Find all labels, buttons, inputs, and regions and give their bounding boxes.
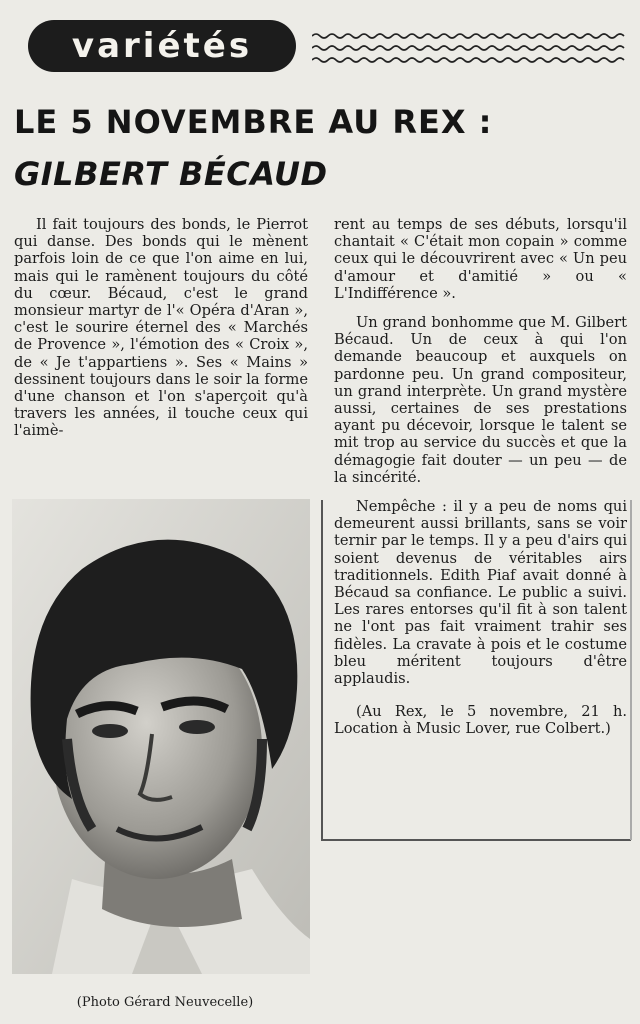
portrait-image <box>12 499 310 974</box>
article-column-right <box>334 216 627 738</box>
article-paragraph-1: Il fait toujours des bonds, le Pierrot qui danse. Des bonds qui le mènent parfois loin de ce que l'on aime en lui, mais qui le ramènent toujours du côté du cœur. Bécaud, c'est le grand monsieur martyr de l'« Opéra d'Aran », c'est le sourire éternel des « Marchés de Provence », l'émotion des « Croix », de « Je t'appartiens ». Ses « Mains » dessinent toujours dans le soir la forme d'une chanson et l'on s'aperçoit qu'à travers les années, il touche ceux qui l'aimè- <box>14 216 308 440</box>
section-banner <box>28 20 296 72</box>
column-divider <box>321 500 323 840</box>
article-paragraph-1-continued: rent au temps de ses débuts, lorsqu'il chantait « C'était mon copain » comme ceux qui le découvrirent avec « Un peu d'amour et d'amitié » ou « L'Indifférence ». <box>334 216 627 302</box>
section-label: variétés <box>71 26 253 66</box>
wavy-rule-decoration <box>312 30 630 66</box>
column-bottom-rule <box>321 839 631 841</box>
article-paragraph-2: Un grand bonhomme que M. Gilbert Bécaud. Un de ceux à qui l'on demande beaucoup et auxquels on pardonne peu. Un grand compositeur, un grand interprète. Un grand mystère aussi, certaines de ses prestations ayant pu décevoir, lorsque le talent se mit trop au service du succès et que la démagogie fait douter — un peu — de la sincérité. <box>334 314 627 486</box>
column-right-edge <box>630 500 632 840</box>
headline: LE 5 NOVEMBRE AU REX : <box>14 103 493 141</box>
portrait-photo <box>12 499 310 974</box>
location-note: (Au Rex, le 5 novembre, 21 h. Location à Music Lover, rue Colbert.) <box>334 703 627 738</box>
subheadline: GILBERT BÉCAUD <box>14 155 328 193</box>
article-paragraph-3: Nempêche : il y a peu de noms qui demeurent aussi brillants, sans se voir ternir par le temps. Il y a peu d'airs qui soient devenus de véritables airs traditionnels. Edith Piaf avait donné à Bécaud sa confiance. Le public a suivi. Les rares entorses qu'il fit à son talent ne l'ont pas fait vraiment trahir ses fidèles. La cravate à pois et le costume bleu méritent toujours d'être applaudis. <box>334 498 627 688</box>
article-column-left <box>14 216 308 440</box>
photo-caption: (Photo Gérard Neuvecelle) <box>76 995 254 1010</box>
